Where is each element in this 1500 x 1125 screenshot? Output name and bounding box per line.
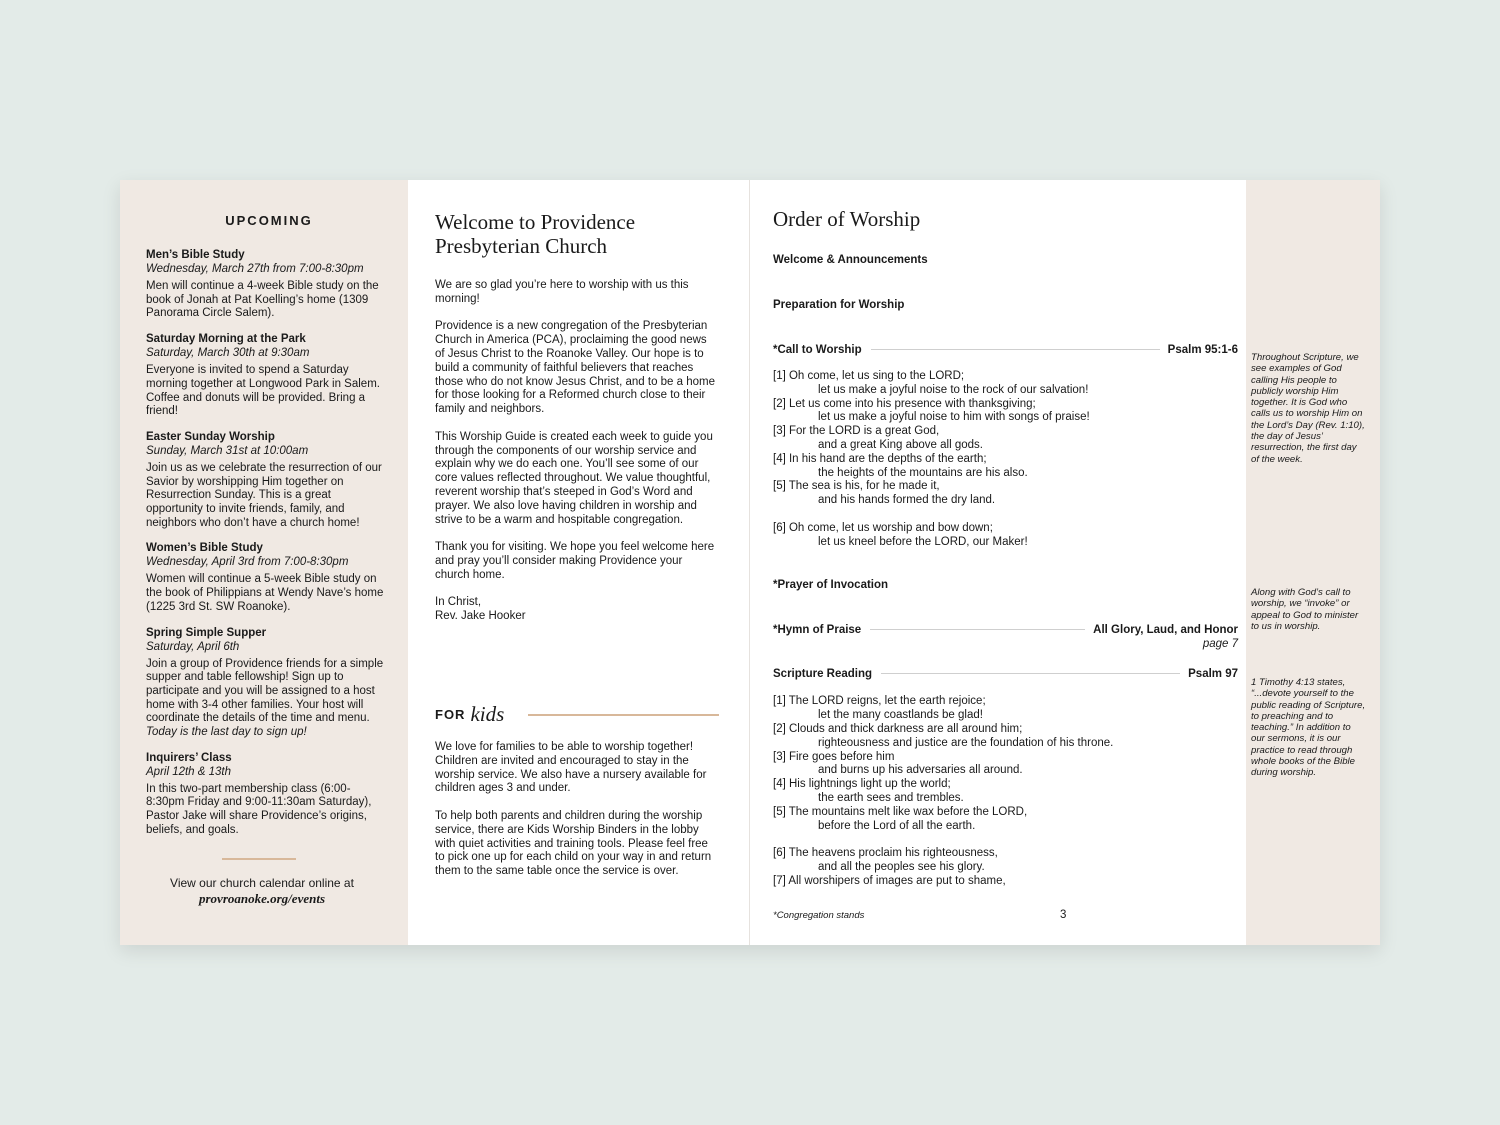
item-reference: Psalm 97: [1188, 668, 1238, 681]
verse-line: let us make a joyful noise to the rock of our salvation!: [818, 383, 1089, 396]
prayer-of-invocation-item: [773, 578, 1238, 592]
verse-line: [6] Oh come, let us worship and bow down;: [773, 521, 993, 534]
kids-heading-for: FOR: [435, 706, 466, 722]
kids-paragraph: To help both parents and children during the worship service, there are Kids Worship Binders in the lobby with quiet activities and training tools. Please feel free to pick one up for each child on your way in and return them to the same table once the service is over.: [435, 809, 712, 878]
closing: In Christ,: [435, 596, 482, 609]
event-title: Inquirers’ Class: [146, 751, 232, 764]
event-title: Easter Sunday Worship: [146, 430, 275, 443]
verse-line: [2] Clouds and thick darkness are all around him;: [773, 722, 1023, 735]
verse-line: and all the peoples see his glory.: [818, 860, 985, 873]
welcome-panel: [408, 180, 750, 945]
welcome-paragraph: Providence is a new congregation of the Presbyterian Church in America (PCA), proclaiming the good news of Jesus Christ to the Roanoke Valley. Our hope is to build a community of faithful believers that reaches those who do not know Jesus Christ, and to be a home for those looking for a Reformed church close to their family and neighbors.: [435, 320, 715, 416]
welcome-announcements-item: [773, 253, 1238, 267]
verse-line: let us make a joyful noise to him with songs of praise!: [818, 411, 1090, 424]
event-description: [146, 658, 388, 740]
scripture-reading-item: [773, 667, 1238, 681]
hymn-page: page 7: [1202, 638, 1238, 651]
verse-gap: [773, 508, 1238, 522]
event-description-emphasis: Today is the last day to sign up!: [146, 726, 307, 739]
verse-line: [3] Fire goes before him: [773, 750, 895, 763]
verse-line: before the Lord of all the earth.: [818, 819, 976, 832]
page-number: 3: [1060, 909, 1067, 921]
verse-line: and a great King above all gods.: [818, 438, 983, 451]
preparation-item: [773, 298, 1238, 312]
calendar-footer-text: View our church calendar online at: [170, 875, 354, 890]
verse-line: [7] All worshipers of images are put to shame,: [773, 874, 1006, 887]
item-reference: Psalm 95:1-6: [1167, 344, 1238, 356]
event-description: Join us as we celebrate the resurrection of our Savior by worshipping Him together on Resurrection Sunday. This is a great opportunity to invite friends, family, and neighbors who don’t have a church home!: [146, 461, 382, 529]
event-description: In this two-part membership class (6:00-8:30pm Friday and 9:00-11:30am Saturday), Pastor Jake will share Providence’s origins, beliefs, and goals.: [146, 782, 372, 836]
scripture-verses: [773, 695, 1238, 888]
kids-heading: [435, 702, 719, 727]
call-to-worship-item: [773, 343, 1238, 357]
signature: Rev. Jake Hooker: [435, 610, 526, 623]
verse-line: [5] The mountains melt like wax before the LORD,: [773, 805, 1028, 818]
welcome-title-line2: Presbyterian Church: [435, 234, 608, 258]
verse-line: [4] In his hand are the depths of the earth;: [773, 452, 987, 465]
event-description: Women will continue a 5-week Bible study on the book of Philippians at Wendy Nave’s home (1225 3rd St. SW Roanoke).: [146, 573, 384, 613]
order-title: Order of Worship: [773, 207, 921, 231]
verse-line: [1] The LORD reigns, let the earth rejoice;: [773, 695, 986, 708]
event-item: [146, 541, 388, 614]
kids-heading-word: kids: [470, 701, 505, 726]
event-item: [146, 430, 388, 531]
item-reference: All Glory, Laud, and Honor: [1093, 624, 1238, 637]
scripture-note: 1 Timothy 4:13 states, “...devote yourself to the public reading of Scripture, to preaching and to teaching.” In addition to our sermons, it is our practice to read through whole books of the Bible during worship.: [1251, 677, 1366, 779]
event-item: [146, 751, 388, 838]
event-title: Saturday Morning at the Park: [146, 333, 306, 346]
event-item: [146, 248, 388, 321]
welcome-paragraph: This Worship Guide is created each week to guide you through the components of our worship service and explain why we do each one. You’ll see some of our core values reflected throughout. We value thoughtful, reverent worship that’s steeped in God’s Word and prayer. We also love having children in worship and strive to be a warm and hospitable congregation.: [435, 430, 713, 526]
kids-divider: [528, 714, 719, 716]
event-title: Women’s Bible Study: [146, 542, 263, 555]
verse-line: the heights of the mountains are his also.: [818, 466, 1028, 479]
footnote: *Congregation stands: [773, 910, 865, 921]
leader-line: [871, 349, 1160, 350]
item-label: Welcome & Announcements: [773, 254, 928, 266]
verse-line: righteousness and justice are the foundation of his throne.: [818, 736, 1114, 749]
event-date: Saturday, March 30th at 9:30am: [146, 347, 310, 360]
event-title: Spring Simple Supper: [146, 626, 267, 639]
verse-line: and his hands formed the dry land.: [818, 494, 996, 507]
welcome-paragraph: We are so glad you’re here to worship with us this morning!: [435, 279, 689, 305]
event-item: [146, 626, 388, 740]
item-label: Scripture Reading: [773, 668, 873, 681]
verse-line: [6] The heavens proclaim his righteousness,: [773, 847, 998, 860]
notes-panel: [1246, 180, 1380, 945]
invocation-note: Along with God’s call to worship, we “invoke” or appeal to God to minister to us in worship.: [1251, 587, 1359, 632]
event-date: Wednesday, April 3rd from 7:00-8:30pm: [146, 556, 349, 569]
item-label: Preparation for Worship: [773, 299, 905, 311]
event-item: [146, 332, 388, 419]
calendar-url: provroanoke.org/events: [198, 890, 326, 906]
event-date: April 12th & 13th: [146, 765, 232, 778]
upcoming-heading: UPCOMING: [225, 213, 313, 228]
verse-line: [3] For the LORD is a great God,: [773, 425, 940, 438]
kids-paragraph: We love for families to be able to worship together! Children are invited and encouraged to stay in the worship service. We also have a nursery available for children ages 3 and under.: [435, 740, 707, 795]
verse-line: and burns up his adversaries all around.: [818, 764, 1023, 777]
calendar-footer: [146, 876, 388, 906]
event-description: Men will continue a 4-week Bible study on the book of Jonah at Pat Koelling’s home (1309 Panorama Circle Salem).: [146, 280, 379, 320]
event-date: Saturday, April 6th: [146, 640, 240, 653]
leader-line: [881, 673, 1180, 674]
welcome-paragraph: Thank you for visiting. We hope you feel welcome here and pray you’ll consider making Providence your church home.: [435, 541, 715, 581]
upcoming-panel: [120, 180, 408, 945]
hymn-of-praise-item: [773, 623, 1238, 637]
call-to-worship-note: Throughout Scripture, we see examples of God calling His people to publicly worship Him together. It is God who calls us to worship Him on the Lord’s Day (Rev. 1:10), the day of Jesus’ resurrection, the first day of the week.: [1251, 352, 1365, 465]
verse-gap: [773, 833, 1238, 847]
welcome-title-line1: Welcome to Providence: [435, 210, 636, 234]
item-label: *Hymn of Praise: [773, 624, 862, 637]
verse-line: [4] His lightnings light up the world;: [773, 778, 951, 791]
order-of-worship-panel: [750, 180, 1246, 945]
call-to-worship-verses: [773, 370, 1238, 549]
verse-line: let the many coastlands be glad!: [818, 709, 983, 722]
verse-line: [2] Let us come into his presence with thanksgiving;: [773, 397, 1036, 410]
event-description-text: Join a group of Providence friends for a simple supper and table fellowship! Sign up to participate and you will be assigned to a host home with 3-4 other families. Your host will coordinate the details of the time and menu.: [146, 657, 384, 725]
welcome-title: [435, 210, 719, 258]
verse-line: [1] Oh come, let us sing to the LORD;: [773, 370, 965, 382]
item-label: *Prayer of Invocation: [773, 579, 889, 592]
event-title: Men’s Bible Study: [146, 249, 245, 261]
verse-line: the earth sees and trembles.: [818, 791, 964, 804]
verse-line: [5] The sea is his, for he made it,: [773, 480, 940, 493]
verse-line: let us kneel before the LORD, our Maker!: [818, 535, 1028, 548]
leader-line: [870, 629, 1085, 630]
event-date: Sunday, March 31st at 10:00am: [146, 444, 309, 457]
event-date: Wednesday, March 27th from 7:00-8:30pm: [146, 263, 364, 275]
worship-guide-spread: [120, 180, 1380, 945]
divider: [222, 858, 296, 860]
event-description: Everyone is invited to spend a Saturday morning together at Longwood Park in Salem. Coffee and donuts will be provided. Bring a friend!: [146, 364, 380, 418]
item-label: *Call to Worship: [773, 344, 862, 356]
